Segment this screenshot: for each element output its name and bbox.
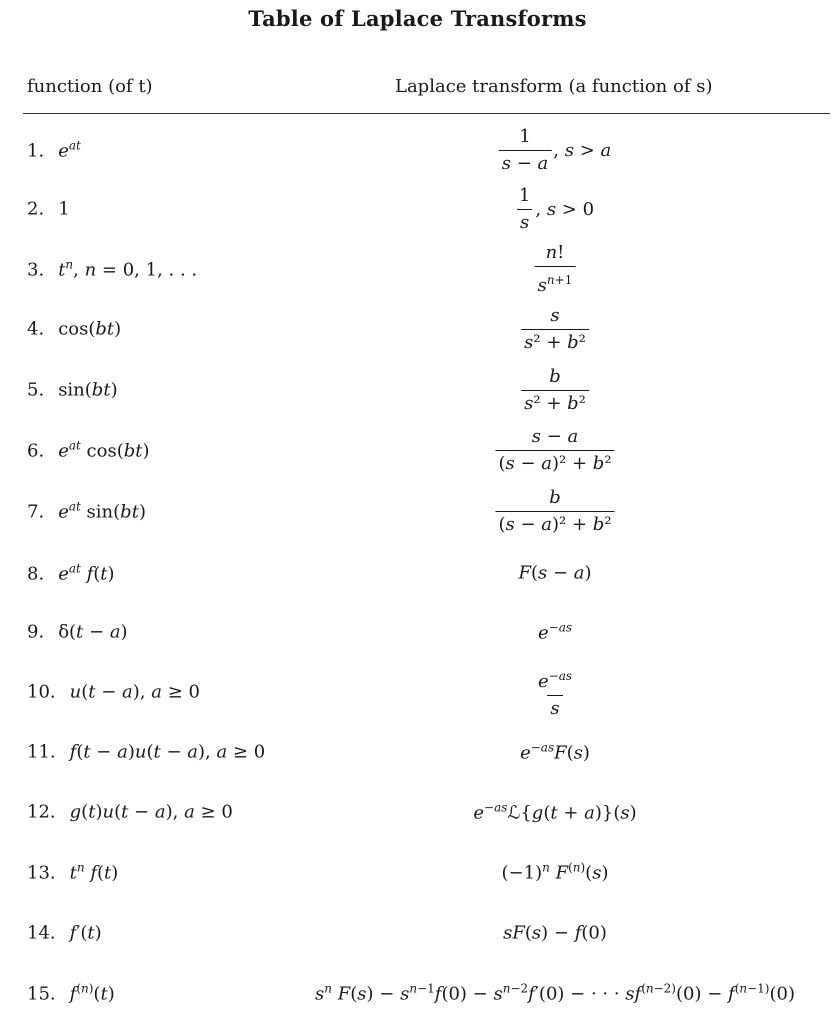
transform-cell <box>502 861 609 884</box>
transform-cell <box>518 563 591 584</box>
transform-expression: $e^{-as}$ <box>537 620 573 644</box>
function-cell <box>27 258 197 281</box>
transform-expression: $e^{-as}F(s)$ <box>520 740 590 764</box>
transform-cell <box>315 982 795 1005</box>
numerator: s − a <box>531 426 579 447</box>
numerator: n! <box>545 242 565 263</box>
condition: , s > 0 <box>535 198 595 220</box>
row-number: 14. <box>27 922 56 944</box>
function-expression: cos(bt) <box>58 318 122 340</box>
fraction <box>495 487 614 535</box>
denominator: $s^{n+1}$ <box>535 266 576 296</box>
function-cell <box>27 562 115 585</box>
function-expression: δ(t − a) <box>58 621 128 643</box>
transform-cell <box>516 185 594 233</box>
transform-cell <box>495 487 614 535</box>
fraction <box>521 305 589 353</box>
function-expression: $f^{(n)}(t)$ <box>69 981 115 1005</box>
numerator: b <box>549 487 561 508</box>
denominator: s <box>547 695 562 719</box>
row-number: 10. <box>27 681 56 703</box>
function-cell <box>27 802 233 823</box>
row-number: 7. <box>27 501 45 523</box>
function-cell <box>27 139 81 162</box>
row-number: 13. <box>27 862 56 884</box>
row-number: 3. <box>27 259 45 281</box>
transform-cell <box>503 923 607 944</box>
function-expression: $e^{at}$ sin(bt) <box>58 499 146 523</box>
denominator: s² + b² <box>521 390 589 414</box>
fraction <box>495 426 614 474</box>
denominator: s − a <box>499 150 552 174</box>
transform-expression: $e^{-as}ℒ\{g(t + a)\}(s)$ <box>473 800 637 824</box>
transform-cell <box>521 305 589 353</box>
column-header-function: function (of t) <box>27 76 153 97</box>
denominator: (s − a)² + b² <box>495 450 614 474</box>
denominator: (s − a)² + b² <box>495 511 614 535</box>
transform-cell <box>499 126 611 174</box>
fraction <box>516 185 533 233</box>
transform-expression: $(-1)^n$ $F^{(n)}(s)$ <box>501 860 609 884</box>
function-expression: g(t)u(t − a), a ≥ 0 <box>69 801 233 823</box>
row-number: 15. <box>27 983 56 1005</box>
function-cell <box>27 682 200 703</box>
transform-cell <box>521 366 589 414</box>
row-number: 5. <box>27 379 45 401</box>
row-number: 12. <box>27 801 56 823</box>
numerator: $e^{-as}$ <box>537 669 573 692</box>
numerator: b <box>549 366 561 387</box>
transform-cell <box>535 242 576 296</box>
function-cell <box>27 923 102 944</box>
function-cell <box>27 982 115 1005</box>
function-cell <box>27 861 118 884</box>
function-expression: u(t − a), a ≥ 0 <box>69 681 200 703</box>
function-cell <box>27 319 121 340</box>
denominator: s <box>517 209 532 233</box>
function-cell <box>27 500 146 523</box>
fraction <box>499 126 552 174</box>
transform-expression: sF(s) − f(0) <box>503 922 607 944</box>
row-number: 1. <box>27 140 45 162</box>
row-number: 2. <box>27 198 45 220</box>
fraction <box>521 366 589 414</box>
transform-cell <box>495 426 614 474</box>
page-title: Table of Laplace Transforms <box>248 6 587 31</box>
function-cell <box>27 380 118 401</box>
row-number: 9. <box>27 621 45 643</box>
numerator: 1 <box>519 126 531 147</box>
fraction <box>535 242 576 296</box>
transform-expression: $s^n$ $F(s) - s^{n-1}f(0) - s^{n-2}f'(0)$ − · · · $sf^{(n-2)}(0) - f^{(n-1)}(0)$ <box>315 981 795 1005</box>
row-number: 11. <box>27 741 56 763</box>
transform-cell <box>520 741 590 764</box>
function-expression: $e^{at}$ <box>58 138 81 162</box>
row-number: 4. <box>27 318 45 340</box>
row-number: 8. <box>27 563 45 585</box>
function-cell <box>27 439 150 462</box>
header-rule <box>23 113 830 114</box>
function-expression: $t^n$, n = 0, 1, . . . <box>58 257 198 281</box>
condition: , s > a <box>553 139 612 161</box>
numerator: s <box>550 305 560 326</box>
function-cell <box>27 199 70 220</box>
numerator: 1 <box>518 185 531 206</box>
denominator: s² + b² <box>521 329 589 353</box>
transform-cell <box>538 621 572 644</box>
function-expression: f′(t) <box>69 922 102 944</box>
function-expression: $e^{at}$ f(t) <box>58 561 115 585</box>
function-expression: f(t − a)u(t − a), a ≥ 0 <box>69 741 266 763</box>
function-expression: $e^{at}$ cos(bt) <box>58 438 150 462</box>
function-expression: sin(bt) <box>58 379 118 401</box>
function-cell <box>27 742 265 763</box>
transform-cell <box>535 665 575 719</box>
function-expression: 1 <box>58 198 70 220</box>
transform-expression: F(s − a) <box>518 562 592 584</box>
column-header-transform: Laplace transform (a function of s) <box>395 76 713 97</box>
function-cell <box>27 622 128 643</box>
transform-cell <box>473 801 636 824</box>
fraction <box>535 665 575 719</box>
function-expression: $t^n$ f(t) <box>69 860 119 884</box>
row-number: 6. <box>27 440 45 462</box>
